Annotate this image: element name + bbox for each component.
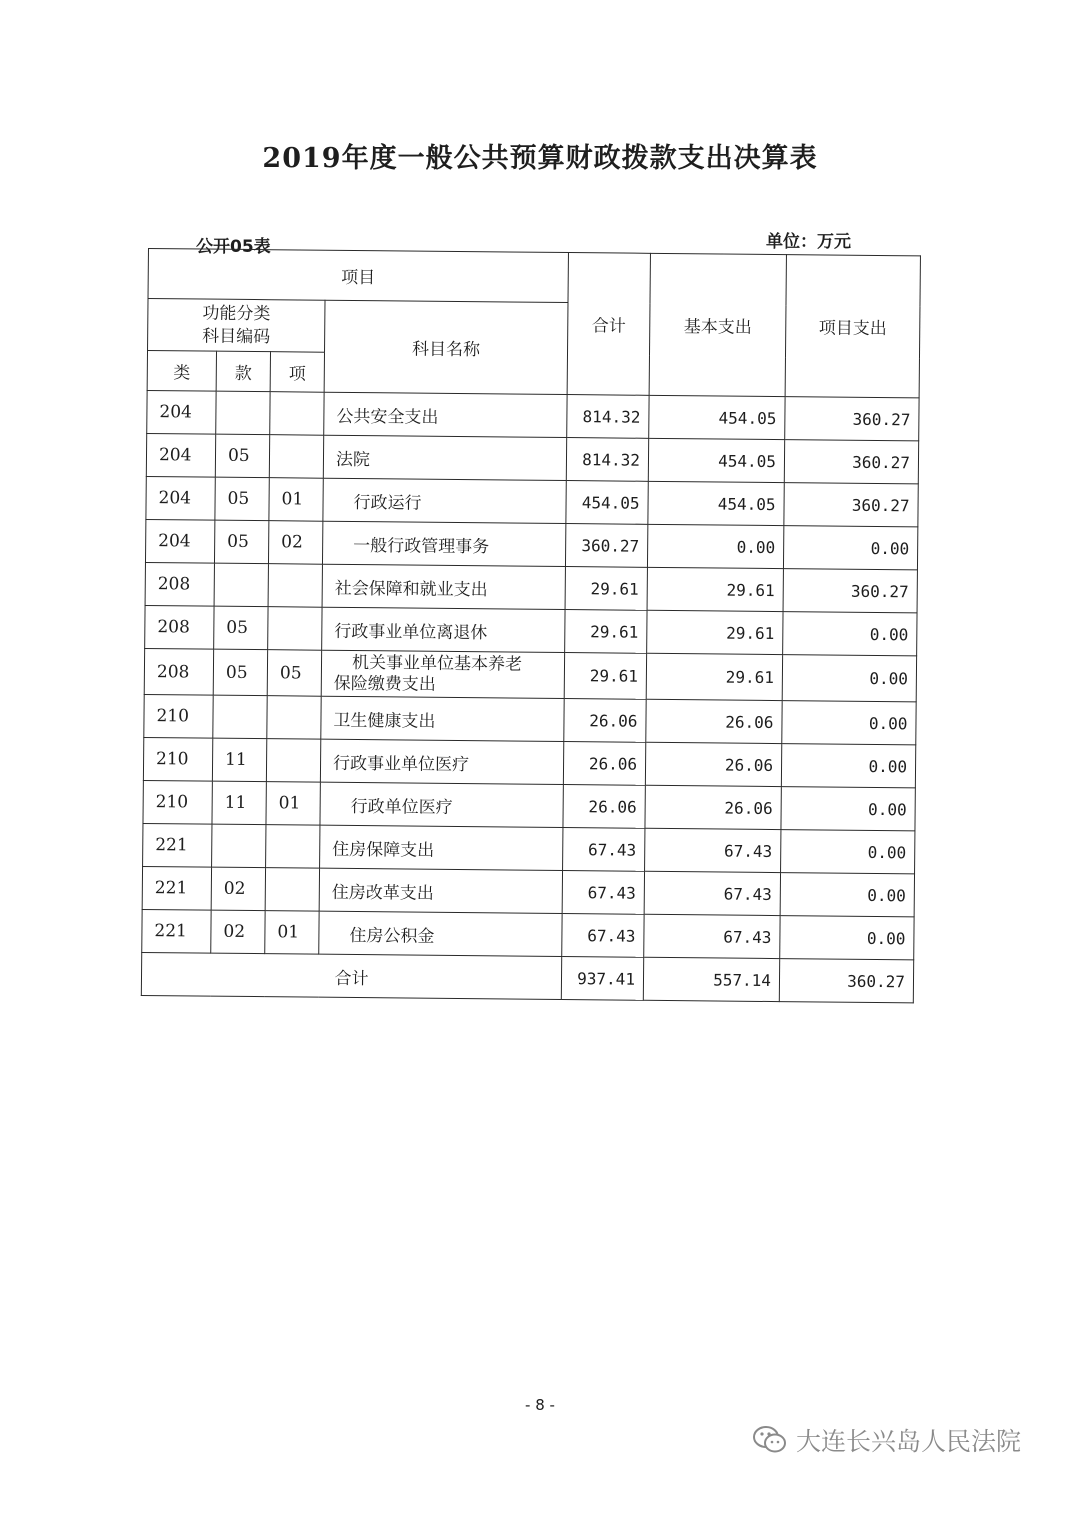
cell-lei: 210 <box>143 737 212 781</box>
cell-total: 67.43 <box>562 871 644 915</box>
header-xiang: 项 <box>270 352 324 393</box>
cell-subject-name: 住房公积金 <box>319 911 562 956</box>
cell-lei: 208 <box>144 648 213 695</box>
header-subject-name: 科目名称 <box>324 300 568 394</box>
cell-basic: 29.61 <box>646 653 782 700</box>
header-func-class <box>148 299 325 353</box>
cell-lei: 221 <box>142 866 211 910</box>
table-row <box>142 866 914 916</box>
cell-total: 29.61 <box>565 610 647 654</box>
cell-basic: 26.06 <box>645 742 781 786</box>
cell-kuan: 02 <box>211 910 265 954</box>
cell-subject-name: 行政事业单位离退休 <box>322 607 565 652</box>
total-project: 360.27 <box>779 959 913 1003</box>
cell-project: 0.00 <box>781 830 915 874</box>
cell-project: 0.00 <box>782 655 916 702</box>
cell-xiang <box>269 435 323 479</box>
cell-basic: 29.61 <box>647 567 783 611</box>
wechat-logo-icon <box>752 1424 788 1456</box>
table-row <box>143 823 915 873</box>
cell-lei: 204 <box>146 476 215 520</box>
header-project: 项目支出 <box>785 255 920 398</box>
total-basic: 557.14 <box>643 957 779 1001</box>
header-kuan: 款 <box>216 351 270 392</box>
cell-xiang <box>270 392 324 436</box>
header-func-class-line2: 科目编码 <box>202 326 271 347</box>
header-total: 合计 <box>567 253 650 396</box>
cell-xiang <box>265 868 319 912</box>
header-basic: 基本支出 <box>649 253 786 396</box>
table-row <box>146 476 918 526</box>
cell-lei: 210 <box>144 694 213 738</box>
table-row <box>143 780 915 830</box>
cell-xiang: 05 <box>267 650 321 697</box>
header-row-1 <box>148 249 920 306</box>
cell-project: 360.27 <box>785 397 919 441</box>
cell-subject-name: 法院 <box>323 435 566 480</box>
cell-lei: 208 <box>145 562 214 606</box>
cell-lei: 204 <box>145 519 214 563</box>
header-func-class-line1: 功能分类 <box>202 303 271 324</box>
cell-xiang: 01 <box>269 478 323 522</box>
cell-basic: 67.43 <box>644 914 780 958</box>
cell-xiang <box>266 739 320 783</box>
total-label: 合计 <box>141 952 561 999</box>
cell-subject-name: 住房改革支出 <box>319 868 562 913</box>
cell-project: 360.27 <box>783 569 917 613</box>
table-number: 公开05表 <box>196 237 271 257</box>
cell-subject-name: 卫生健康支出 <box>321 696 564 741</box>
cell-subject-name: 行政运行 <box>323 478 566 523</box>
table-row <box>146 433 918 483</box>
cell-total: 29.61 <box>565 567 647 611</box>
table-row <box>142 909 914 959</box>
cell-basic: 454.05 <box>648 438 784 482</box>
cell-subject-name: 公共安全支出 <box>324 392 567 437</box>
cell-xiang: 02 <box>268 521 322 565</box>
cell-kuan <box>213 695 267 739</box>
cell-total: 29.61 <box>564 653 646 700</box>
cell-project: 0.00 <box>783 526 917 570</box>
cell-project: 0.00 <box>783 612 917 656</box>
cell-project: 0.00 <box>782 701 916 745</box>
cell-project: 0.00 <box>780 916 914 960</box>
cell-total: 67.43 <box>562 914 644 958</box>
cell-total: 26.06 <box>564 699 646 743</box>
cell-total: 67.43 <box>563 828 645 872</box>
cell-xiang: 01 <box>266 782 320 826</box>
table-row <box>145 562 917 612</box>
cell-total: 814.32 <box>566 438 648 482</box>
cell-basic: 67.43 <box>645 828 781 872</box>
cell-basic: 454.05 <box>648 481 784 525</box>
cell-xiang <box>267 696 321 740</box>
cell-subject-name: 住房保障支出 <box>320 825 563 870</box>
cell-subject-name: 社会保障和就业支出 <box>322 564 565 609</box>
cell-kuan: 05 <box>215 477 269 521</box>
cell-total: 454.05 <box>566 481 648 525</box>
cell-kuan <box>212 824 266 868</box>
total-amount: 937.41 <box>561 957 643 1001</box>
table-row <box>147 390 919 440</box>
cell-project: 360.27 <box>784 440 918 484</box>
header-lei: 类 <box>147 351 216 392</box>
table-row <box>144 694 916 744</box>
subject-name-line2: 保险缴费支出 <box>333 673 436 695</box>
cell-kuan: 11 <box>212 781 266 825</box>
cell-lei: 204 <box>147 390 216 434</box>
cell-basic: 29.61 <box>647 610 783 654</box>
cell-project: 360.27 <box>784 483 918 527</box>
expenditure-table <box>141 248 921 1003</box>
cell-kuan: 05 <box>214 520 268 564</box>
cell-kuan <box>216 391 270 435</box>
cell-xiang: 01 <box>265 911 319 955</box>
cell-subject-name: 行政单位医疗 <box>320 782 563 827</box>
cell-xiang <box>266 825 320 869</box>
cell-project: 0.00 <box>781 787 915 831</box>
cell-total: 360.27 <box>565 524 647 568</box>
header-item: 项目 <box>148 249 568 303</box>
cell-lei: 221 <box>143 823 212 867</box>
cell-basic: 67.43 <box>644 871 780 915</box>
cell-total: 26.06 <box>563 742 645 786</box>
total-row <box>141 952 913 1002</box>
cell-lei: 208 <box>145 605 214 649</box>
cell-basic: 26.06 <box>646 699 782 743</box>
cell-total: 814.32 <box>567 395 649 439</box>
cell-kuan: 02 <box>211 867 265 911</box>
table-sheet <box>141 248 921 1003</box>
unit-label: 单位：万元 <box>766 232 851 252</box>
cell-total: 26.06 <box>563 785 645 829</box>
cell-subject-name <box>321 650 564 698</box>
table-row <box>144 648 916 701</box>
table-row <box>145 519 917 569</box>
cell-kuan: 05 <box>213 649 267 696</box>
document-title: 2019年度一般公共预算财政拨款支出决算表 <box>262 143 818 174</box>
cell-xiang <box>268 564 322 608</box>
cell-basic: 0.00 <box>647 524 783 568</box>
cell-subject-name: 行政事业单位医疗 <box>320 739 563 784</box>
watermark-text: 大连长兴岛人民法院 <box>796 1427 1022 1456</box>
cell-basic: 454.05 <box>649 395 785 439</box>
cell-kuan: 05 <box>214 606 268 650</box>
page-number: - 8 - <box>525 1396 555 1414</box>
watermark <box>752 1422 1021 1458</box>
cell-lei: 210 <box>143 780 212 824</box>
cell-subject-name: 一般行政管理事务 <box>322 521 565 566</box>
subject-name-line1: 机关事业单位基本养老 <box>351 652 523 675</box>
cell-kuan: 05 <box>215 434 269 478</box>
cell-project: 0.00 <box>781 744 915 788</box>
cell-project: 0.00 <box>780 873 914 917</box>
cell-basic: 26.06 <box>645 785 781 829</box>
cell-xiang <box>268 607 322 651</box>
cell-lei: 221 <box>142 909 211 953</box>
table-row <box>145 605 917 655</box>
cell-kuan <box>214 563 268 607</box>
table-row <box>143 737 915 787</box>
cell-lei: 204 <box>146 433 215 477</box>
cell-kuan: 11 <box>212 738 266 782</box>
